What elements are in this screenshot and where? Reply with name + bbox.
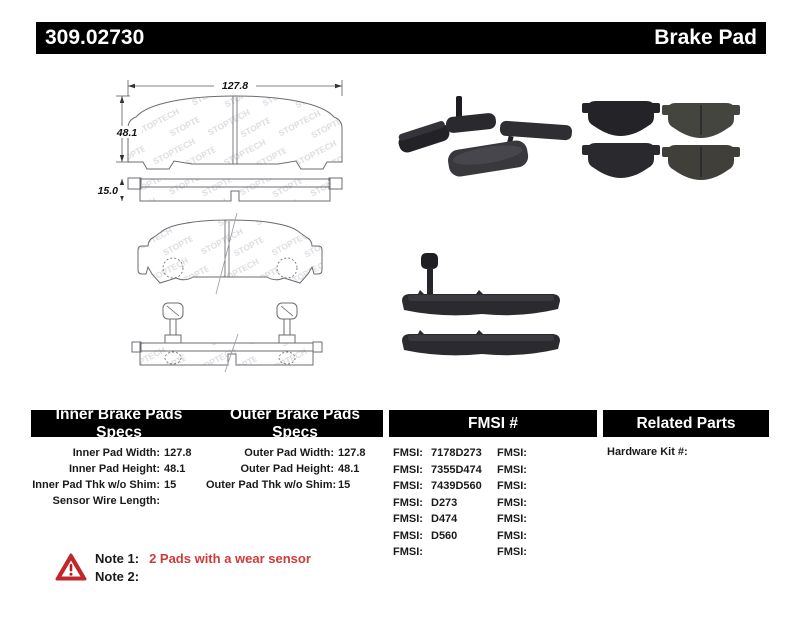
pad-front-view <box>128 96 342 169</box>
fmsi-label: FMSI: <box>497 496 527 509</box>
fmsi-label: FMSI: <box>393 496 423 509</box>
spec-value: 15 <box>164 479 177 491</box>
related-parts-header: Related Parts <box>636 414 736 432</box>
outer-specs-table <box>206 445 366 493</box>
fmsi-label: FMSI: <box>497 546 527 558</box>
fmsi-label: FMSI: <box>497 480 527 492</box>
fmsi-label: FMSI: <box>393 480 423 492</box>
fmsi-value: D273 <box>431 496 458 509</box>
spec-label: Inner Pad Thk w/o Shim: <box>32 479 160 491</box>
pad-edge-view <box>128 178 342 201</box>
header-bar <box>36 22 766 54</box>
outer-specs-header: Outer Brake Pads Specs <box>229 405 361 441</box>
fmsi-value: D560 <box>431 529 458 542</box>
fmsi-label: FMSI: <box>497 463 527 476</box>
spec-label: Outer Pad Thk w/o Shim: <box>206 479 337 491</box>
dimension-width <box>128 79 342 96</box>
note-2-label: Note 2: <box>95 569 140 584</box>
wear-sensor-right <box>277 303 297 343</box>
fmsi-value: 7355D474 <box>431 463 482 476</box>
fmsi-row <box>497 511 535 528</box>
dim-width-label: 127.8 <box>221 80 249 92</box>
spec-value: 48.1 <box>338 463 360 475</box>
spec-row <box>206 445 366 461</box>
spec-value: 15 <box>338 479 351 491</box>
spec-label: Outer Pad Width: <box>244 447 334 459</box>
related-parts-header-bar <box>603 410 769 437</box>
spec-label: Inner Pad Height: <box>68 463 160 475</box>
spec-row <box>206 461 366 477</box>
fmsi-column-2 <box>497 445 535 561</box>
spec-row <box>32 477 192 493</box>
note-1-label: Note 1: <box>95 551 140 566</box>
spec-label: Outer Pad Height: <box>240 463 334 475</box>
fmsi-row <box>497 462 535 479</box>
fmsi-row <box>393 544 482 561</box>
spec-value: 48.1 <box>164 463 186 475</box>
warning-icon <box>55 552 87 582</box>
fmsi-row <box>393 495 482 512</box>
notes-block <box>95 550 311 586</box>
fmsi-label: FMSI: <box>497 529 527 542</box>
dim-height-label: 48.1 <box>116 127 138 139</box>
inner-specs-table <box>32 445 192 509</box>
spec-row <box>206 477 366 493</box>
fmsi-label: FMSI: <box>393 546 423 558</box>
fmsi-row <box>393 462 482 479</box>
note-1 <box>95 550 311 568</box>
fmsi-row <box>497 528 535 545</box>
wear-sensor-left <box>163 303 183 343</box>
inner-specs-header: Inner Brake Pads Specs <box>55 405 183 441</box>
spec-label: Inner Pad Width: <box>72 447 160 459</box>
technical-drawing <box>30 66 390 406</box>
fmsi-value: 7439D560 <box>431 480 482 492</box>
fmsi-label: FMSI: <box>393 513 423 525</box>
fmsi-column-1 <box>393 445 482 561</box>
specs-header-bar <box>31 405 383 441</box>
dimension-thickness <box>98 179 126 201</box>
spec-value: 127.8 <box>164 447 192 459</box>
fmsi-label: FMSI: <box>497 513 527 525</box>
hardware-kit-label: Hardware Kit #: <box>607 446 688 458</box>
fmsi-row <box>393 478 482 495</box>
fmsi-row <box>393 528 482 545</box>
related-parts-table <box>607 446 688 458</box>
note-2 <box>95 568 311 586</box>
fmsi-label: FMSI: <box>393 463 423 476</box>
spec-row <box>32 461 192 477</box>
product-type-label: Brake Pad <box>654 26 757 49</box>
fmsi-value: D474 <box>431 513 458 525</box>
spec-label: Sensor Wire Length: <box>52 495 160 507</box>
fmsi-row <box>393 445 482 462</box>
spec-row <box>32 445 192 461</box>
spec-row <box>32 493 192 509</box>
fmsi-header-bar <box>389 410 597 437</box>
fmsi-row <box>497 544 535 561</box>
fmsi-label: FMSI: <box>393 447 423 459</box>
fmsi-row <box>497 445 535 462</box>
fmsi-header: FMSI # <box>468 414 518 432</box>
part-number: 309.02730 <box>45 26 145 49</box>
photo-pad-set <box>582 101 740 180</box>
photo-pads-side <box>402 253 560 355</box>
fmsi-row <box>497 478 535 495</box>
dim-thickness-label: 15.0 <box>97 185 118 197</box>
note-1-text: 2 Pads with a wear sensor <box>149 551 311 566</box>
fmsi-value: 7178D273 <box>431 447 482 459</box>
pad-sensor-front-view <box>138 213 322 294</box>
spec-value: 127.8 <box>338 447 366 459</box>
fmsi-row <box>497 495 535 512</box>
fmsi-label: FMSI: <box>393 529 423 542</box>
fmsi-row <box>393 511 482 528</box>
fmsi-label: FMSI: <box>497 447 527 459</box>
photo-pads-angled <box>396 96 572 178</box>
product-photos <box>390 85 780 375</box>
